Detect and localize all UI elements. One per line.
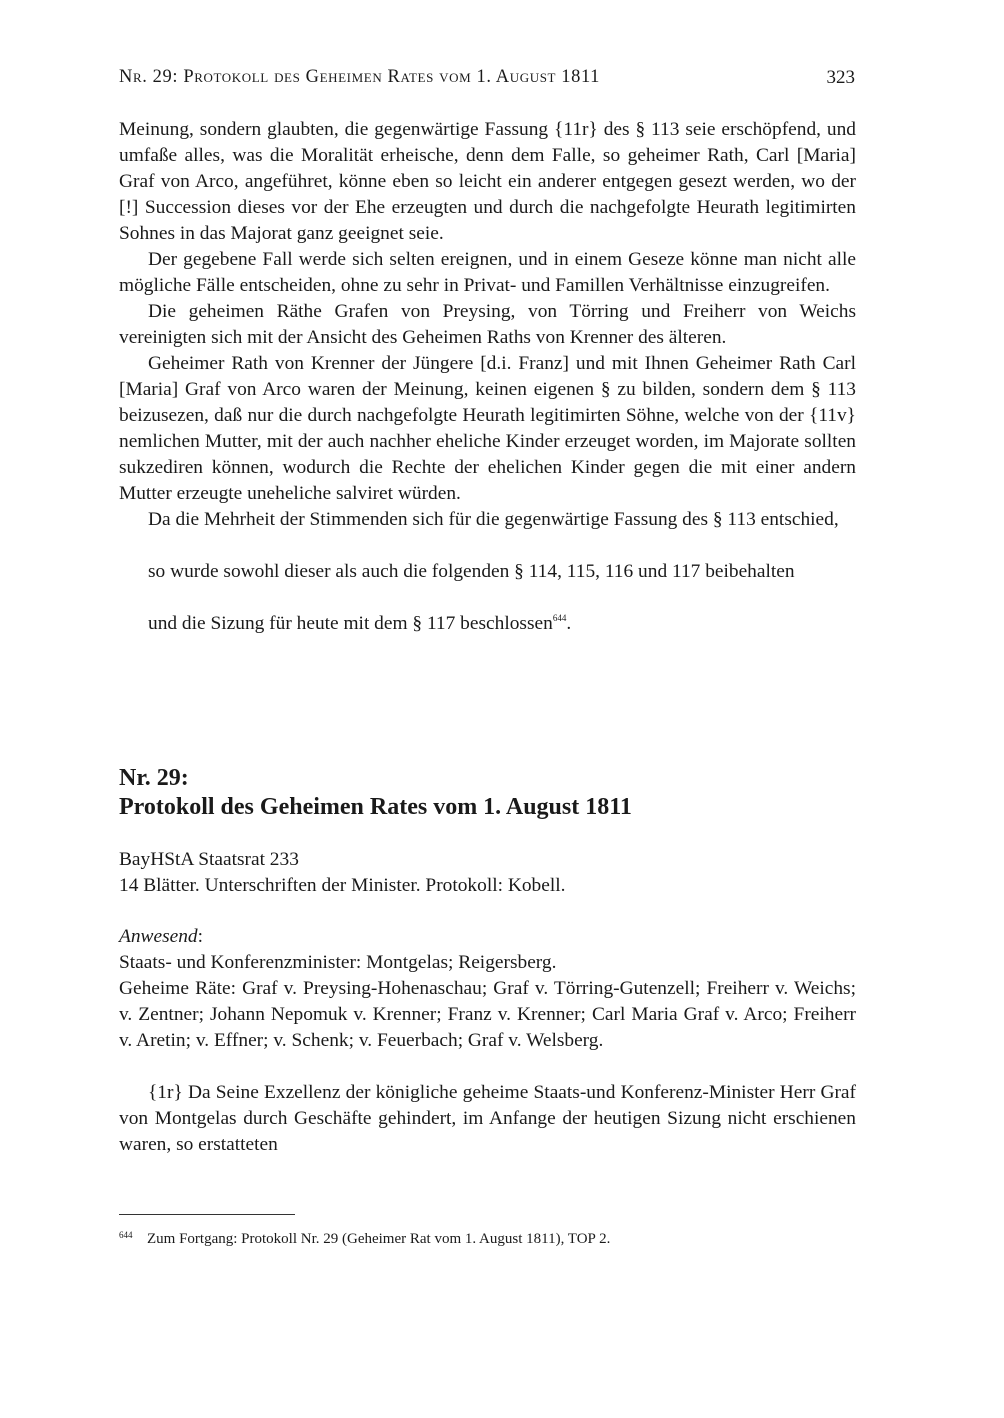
paragraph: Die geheimen Räthe Grafen von Preysing, von Törring und Freiherr von Weichs vereinigten sich mit der Ansicht des Geheimen Raths von Krenner des älteren. (119, 301, 856, 348)
opening-paragraph: {1r} Da Seine Exzellenz der königliche geheime Staats-und Konferenz-Minister Herr Graf von Montgelas durch Geschäfte gehindert, im Anfange der heutigen Sizung nicht erschienen waren, so erstatteten (119, 1082, 856, 1155)
footnote-number: 644 (119, 1230, 133, 1240)
attendance-heading: Anwesend: (119, 926, 204, 947)
page-number: 323 (826, 67, 855, 88)
paragraph: Meinung, sondern glaubten, die gegenwärtige Fassung {11r} des § 113 seie erschöpfend, und umfaße alles, was die Moralität erheische, denn dem Falle, so geheimer Rath, Carl [Maria] Graf von Arco, angeführet, könne eben so leicht ein anderer entgegen gesezt werden, wo der [!] Succession dieses vor der Ehe erzeugten und durch die nachgefolgte Heurath legitimirten Sohnes in das Majorat ganz geeignet seie. (119, 119, 856, 244)
running-head-title: Nr. 29: Protokoll des Geheimen Rates vom 1. August 1811 (119, 67, 601, 87)
running-head (119, 67, 856, 93)
archival-source: BayHStA Staatsrat 233 (119, 849, 299, 870)
decision-line: so wurde sowohl dieser als auch die folgenden § 114, 115, 116 und 117 beibehalten (148, 561, 795, 582)
page (119, 0, 856, 1418)
ministers-list: Staats- und Konferenzminister: Montgelas; Reigersberg. (119, 952, 557, 973)
councillors-list: Geheime Räte: Graf v. Preysing-Hohenaschau; Graf v. Törring-Gutenzell; Freiherr v. Weichs; v. Zentner; Johann Nepomuk v. Krenner; Franz v. Krenner; Carl Maria Graf v. Arco; Freiherr v. Aretin; v. Effner; v. Schenk; v. Feuerbach; Graf v. Welsberg. (119, 978, 856, 1051)
decision-line-closing: und die Sizung für heute mit dem § 117 beschlossen$^{644}$. (148, 613, 572, 634)
attendance-block (119, 924, 856, 1054)
continuation-text (119, 117, 856, 637)
document-number: Nr. 29: (119, 765, 189, 791)
document-description: 14 Blätter. Unterschriften der Minister. Protokoll: Kobell. (119, 875, 566, 896)
footnote (119, 1225, 856, 1249)
paragraph: Geheimer Rath von Krenner der Jüngere [d.i. Franz] und mit Ihnen Geheimer Rath Carl [Maria] Graf von Arco waren der Meinung, keinen eigenen § zu bilden, sondern dem § 113 beizusezen, daß nur die durch nachgefolgte Heurath legitimirten Söhne, welche von der {11v} nemlichen Mutter, mit der auch nachher eheliche Kinder erzeuget worden, im Majorate sollten sukzediren können, wodurch die Rechte der ehelichen Kinder gegen die mit einer andern Mutter erzeugte uneheliche salviret würden. (119, 353, 856, 504)
paragraph: Da die Mehrheit der Stimmenden sich für die gegenwärtige Fassung des § 113 entschied, (148, 509, 839, 530)
footnote-reference[interactable]: 644 (552, 613, 567, 623)
document-heading (119, 764, 856, 822)
footnote-text: Zum Fortgang: Protokoll Nr. 29 (Geheimer Rat vom 1. August 1811), TOP 2. (147, 1231, 611, 1247)
attendance-label: Anwesend (119, 926, 198, 947)
paragraph: Der gegebene Fall werde sich selten ereignen, und in einem Geseze könne man nicht alle mögliche Fälle entscheiden, ohne zu sehr in Privat- und Famillen Verhältnisse einzugreifen. (119, 249, 856, 296)
source-block (119, 847, 856, 899)
footnote-divider (119, 1214, 295, 1215)
document-title: Protokoll des Geheimen Rates vom 1. August 1811 (119, 794, 632, 820)
decision-text: und die Sizung für heute mit dem § 117 beschlossen (148, 613, 553, 634)
